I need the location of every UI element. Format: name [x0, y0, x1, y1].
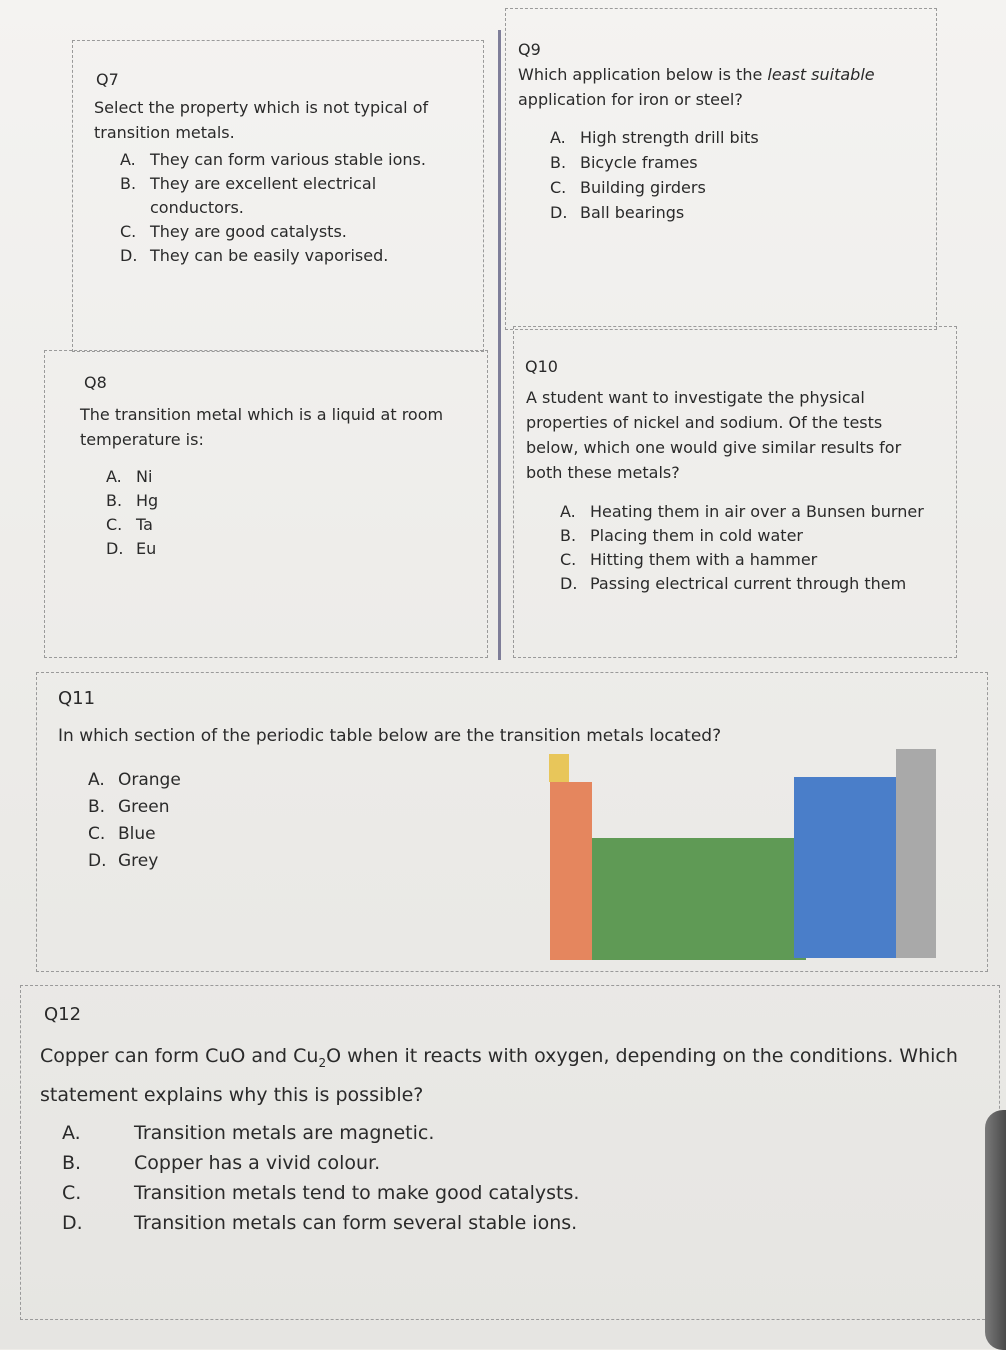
page-fold-line — [498, 30, 501, 660]
q8-question: The transition metal which is a liquid at room temperature is: — [80, 405, 444, 449]
q11-option-b[interactable]: B. Green — [88, 797, 170, 817]
q8-option-a[interactable]: A. Ni — [106, 467, 153, 486]
q8-options — [106, 465, 306, 561]
q10-box — [513, 326, 957, 658]
q7-number: Q7 — [96, 70, 119, 89]
q7-option-b[interactable]: B. They are excellent electrical conductors. — [120, 174, 377, 217]
q11-option-c[interactable]: C. Blue — [88, 824, 156, 844]
periodic-orange-block — [550, 782, 592, 960]
periodic-green-block — [592, 838, 806, 960]
q12-question: Copper can form CuO and $Cu_2O$ when it reacts with oxygen, depending on the conditions. Which statement explains why this is possible? — [40, 1045, 958, 1106]
q12-option-a[interactable]: A. Transition metals are magnetic. — [62, 1122, 435, 1144]
q11-option-a[interactable]: A. Orange — [88, 770, 181, 790]
q8-option-c[interactable]: C. Ta — [106, 515, 153, 534]
q8-option-d[interactable]: D. Eu — [106, 539, 157, 558]
q8-option-b[interactable]: B. Hg — [106, 491, 159, 510]
q11-options — [88, 767, 328, 875]
q9-option-c[interactable]: C. Building girders — [550, 178, 706, 197]
periodic-grey-block — [896, 749, 936, 958]
periodic-yellow-block — [549, 754, 569, 782]
q12-option-c[interactable]: C. Transition metals tend to make good catalysts. — [62, 1182, 580, 1204]
q9-number: Q9 — [518, 40, 541, 59]
q10-option-b[interactable]: B. Placing them in cold water — [560, 526, 803, 545]
q10-question: A student want to investigate the physical properties of nickel and sodium. Of the tests below, which one would give similar results for both these metals? — [526, 388, 902, 482]
q10-options — [560, 500, 940, 596]
q12-option-b[interactable]: B. Copper has a vivid colour. — [62, 1152, 381, 1174]
phone-edge-photo-artifact — [985, 1110, 1006, 1350]
q10-option-c[interactable]: C. Hitting them with a hammer — [560, 550, 818, 569]
q9-question: Which application below is the least suitable application for iron or steel? — [518, 65, 875, 109]
q12-option-d[interactable]: D. Transition metals can form several stable ions. — [62, 1212, 578, 1234]
q11-question: In which section of the periodic table below are the transition metals located? — [58, 726, 722, 746]
q7-options — [120, 148, 450, 268]
q12-options — [62, 1118, 682, 1238]
q8-number: Q8 — [84, 373, 107, 392]
q9-option-d[interactable]: D. Ball bearings — [550, 203, 685, 222]
q7-option-a[interactable]: A. They can form various stable ions. — [120, 150, 426, 169]
q11-option-d[interactable]: D. Grey — [88, 851, 159, 871]
q10-option-a[interactable]: A. Heating them in air over a Bunsen burner — [560, 502, 924, 521]
q9-option-a[interactable]: A. High strength drill bits — [550, 128, 759, 147]
q9-options — [550, 125, 910, 225]
q10-number: Q10 — [525, 357, 558, 376]
q7-option-c[interactable]: C. They are good catalysts. — [120, 222, 347, 241]
q9-option-b[interactable]: B. Bicycle frames — [550, 153, 698, 172]
q12-number: Q12 — [44, 1004, 82, 1025]
periodic-table-diagram — [548, 748, 940, 960]
q7-option-d[interactable]: D. They can be easily vaporised. — [120, 246, 389, 265]
q11-number: Q11 — [58, 688, 96, 709]
q7-question: Select the property which is not typical of transition metals. — [94, 98, 429, 142]
q10-option-d[interactable]: D. Passing electrical current through them — [560, 574, 907, 593]
